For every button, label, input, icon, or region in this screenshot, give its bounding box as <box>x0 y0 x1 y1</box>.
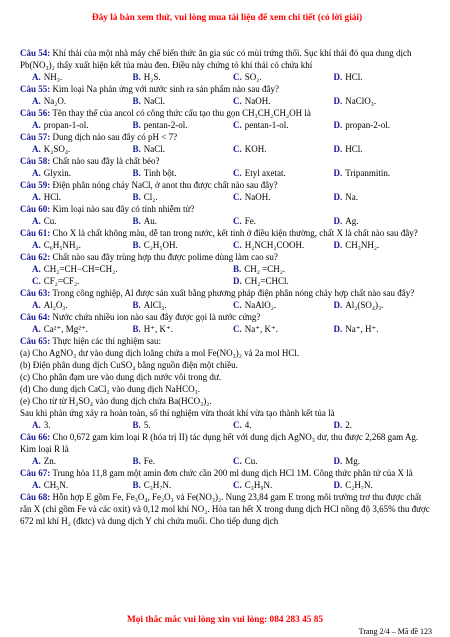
answer-option <box>32 119 133 131</box>
options-row <box>20 239 434 251</box>
option-text: Glyxin. <box>43 168 72 178</box>
answer-option <box>133 419 234 431</box>
option-label: A. <box>32 324 41 334</box>
option-label: B. <box>132 480 141 490</box>
question-55 <box>20 83 434 95</box>
answer-option <box>334 119 435 131</box>
question-number: Câu 67: <box>20 468 51 478</box>
answer-option <box>133 299 234 311</box>
answer-option <box>233 299 334 311</box>
options-row <box>20 167 434 179</box>
option-text: 5. <box>143 420 151 430</box>
answer-option <box>32 95 133 107</box>
experiment-line: (b) Điện phân dung dịch CuSO₄ bằng nguồn điện một chiều. <box>20 360 238 370</box>
experiment-line: (e) Cho từ từ H₂SO₄ vào dung dịch chứa Ba(HCO₃)₂. <box>20 396 212 406</box>
option-text: Fe. <box>143 456 156 466</box>
answer-option <box>233 167 334 179</box>
option-text: C₆H₅NH₂. <box>43 240 81 250</box>
question-67 <box>20 467 434 479</box>
question-59 <box>20 179 434 191</box>
option-text: Cu. <box>43 216 57 226</box>
option-text: pentan-2-ol. <box>143 120 188 130</box>
option-text: Na⁺, K⁺. <box>244 324 278 334</box>
answer-option <box>32 71 133 83</box>
answer-option <box>233 455 334 467</box>
answer-option <box>133 215 234 227</box>
options-row <box>20 323 434 335</box>
answer-option <box>133 239 234 251</box>
option-label: A. <box>32 72 41 82</box>
option-label: C. <box>233 72 242 82</box>
question-number: Câu 62: <box>20 252 51 262</box>
question-65 <box>20 335 434 347</box>
question-text: Thực hiện các thí nghiệm sau: <box>52 336 161 346</box>
option-label: D. <box>333 120 343 130</box>
question-66 <box>20 431 434 455</box>
question-number: Câu 55: <box>20 84 51 94</box>
question-number: Câu 58: <box>20 156 51 166</box>
options-row <box>20 263 434 275</box>
option-text: C₂H₅OH. <box>143 240 178 250</box>
option-text: NaCl. <box>143 96 166 106</box>
question-text: Khí thải của một nhà máy chế biến thức ăn gia súc có mùi trứng thối. Sục khí thải đó qua dung dịch Pb(NO₃)₂ thấy xuất hiện kết tủa màu đen. Điều này chứng tỏ khí thải có chứa khí <box>20 48 412 70</box>
page-number: Trang 2/4 – Mã đề 123 <box>358 627 432 636</box>
option-text: SO₂. <box>244 72 262 82</box>
option-text: Na. <box>345 192 358 202</box>
option-label: B. <box>132 324 141 334</box>
option-text: Mg. <box>345 456 361 466</box>
option-text: Na₂O. <box>43 96 67 106</box>
answer-option <box>32 299 133 311</box>
option-label: A. <box>32 456 41 466</box>
answer-option <box>233 191 334 203</box>
answer-option <box>334 323 435 335</box>
option-text: Ag. <box>345 216 359 226</box>
answer-option <box>334 71 435 83</box>
option-label: A. <box>32 420 41 430</box>
answer-option <box>233 215 334 227</box>
option-text: Zn. <box>43 456 56 466</box>
option-text: C₂H₇N. <box>345 480 373 490</box>
option-text: CH₂=CHCl. <box>244 276 289 286</box>
question-text: Chất nào sau đây là chất béo? <box>52 156 160 166</box>
answer-option <box>133 71 234 83</box>
option-text: C₃H₉N. <box>244 480 273 490</box>
option-label: C. <box>233 168 242 178</box>
question-68 <box>20 491 434 527</box>
option-text: AlCl₃. <box>143 300 167 310</box>
answer-option <box>133 167 234 179</box>
answer-option <box>233 263 434 275</box>
answer-option <box>233 479 334 491</box>
option-label: D. <box>333 216 343 226</box>
question-number: Câu 64: <box>20 312 51 322</box>
question-text: Kim loại Na phản ứng với nước sinh ra sản phẩm nào sau đây? <box>52 84 279 94</box>
option-label: B. <box>132 192 141 202</box>
question-number: Câu 61: <box>20 228 51 238</box>
option-text: Cl₂. <box>143 192 158 202</box>
answer-option <box>32 167 133 179</box>
option-text: HCl. <box>345 72 363 82</box>
options-row <box>20 299 434 311</box>
answer-option <box>133 479 234 491</box>
question-64 <box>20 311 434 323</box>
option-text: Al₂(SO₄)₃. <box>345 300 384 310</box>
option-label: B. <box>132 96 141 106</box>
answer-option <box>133 455 234 467</box>
answer-option <box>32 455 133 467</box>
option-text: NaOH. <box>244 96 271 106</box>
option-label: A. <box>32 480 41 490</box>
question-62 <box>20 251 434 263</box>
answer-option <box>32 323 133 335</box>
option-label: C. <box>233 456 242 466</box>
answer-option <box>334 479 435 491</box>
option-text: Au. <box>143 216 158 226</box>
option-text: propan-1-ol. <box>43 120 89 130</box>
option-text: Fe. <box>244 216 256 226</box>
question-number: Câu 57: <box>20 132 51 142</box>
answer-option <box>32 215 133 227</box>
option-text: H₂S. <box>143 72 161 82</box>
question-text: Cho 0,672 gam kim loại R (hóa trị II) tác dụng hết với dung dịch AgNO₃ dư, thu được 2,268 gam Ag. Kim loại R là <box>20 432 419 454</box>
option-text: HCl. <box>345 144 363 154</box>
question-number: Câu 63: <box>20 288 51 298</box>
question-text: Tên thay thế của ancol có công thức cấu tạo thu gọn CH₃CH₂CH₂OH là <box>52 108 311 118</box>
option-text: pentan-1-ol. <box>244 120 289 130</box>
option-text: Ca²⁺, Mg²⁺. <box>43 324 88 334</box>
option-text: Cu. <box>244 456 258 466</box>
options-row <box>20 275 434 287</box>
option-text: NaAlO₂. <box>244 300 277 310</box>
option-label: D. <box>333 300 343 310</box>
option-text: Al₂O₃. <box>43 300 68 310</box>
option-label: C. <box>233 300 242 310</box>
question-63 <box>20 287 434 299</box>
option-label: C. <box>233 192 242 202</box>
question-number: Câu 68: <box>20 492 51 502</box>
preview-banner: Đây là bản xem thử, vui lòng mua tài liệu để xem chi tiết (có lời giải) <box>91 13 363 23</box>
answer-option <box>233 239 334 251</box>
option-text: NaCl. <box>143 144 166 154</box>
question-text: Trung hòa 11,8 gam một amin đơn chức cần 200 ml dung dịch HCl 1M. Công thức phân tử của X là <box>52 468 413 478</box>
question-58 <box>20 155 434 167</box>
answer-option <box>233 119 334 131</box>
option-text: Etyl axetat. <box>244 168 286 178</box>
option-label: D. <box>333 324 343 334</box>
option-label: D. <box>333 192 343 202</box>
answer-option <box>32 275 233 287</box>
options-row <box>20 479 434 491</box>
option-label: A. <box>32 144 41 154</box>
answer-option <box>32 419 133 431</box>
answer-option <box>133 323 234 335</box>
option-label: A. <box>32 96 41 106</box>
option-label: D. <box>333 144 343 154</box>
question-text: Nước chứa nhiều ion nào sau đây được gọi là nước cứng? <box>52 312 261 322</box>
answer-option <box>233 71 334 83</box>
option-label: C. <box>233 480 242 490</box>
answer-option <box>32 143 133 155</box>
option-label: B. <box>132 168 141 178</box>
question-text: Hỗn hợp E gồm Fe, Fe₃O₄, Fe₂O₃ và Fe(NO₃)₂. Nung 23,84 gam E trong môi trường trơ thu được chất rắn X (chỉ gồm Fe và các oxit) và 0,12 mol khí NO₂. Hòa tan hết X trong dung dịch HCl nồng độ 3,65% thu được 672 ml khí H₂ (đktc) và dung dịch Y chỉ chứa muối. Cho tiếp dung dịch <box>20 492 430 526</box>
question-text: Cho X là chất không màu, dễ tan trong nước, kết tinh ở điều kiện thường, chất X là chất nào sau đây? <box>52 228 418 238</box>
option-label: C. <box>32 276 41 286</box>
option-label: B. <box>132 456 141 466</box>
options-row <box>20 215 434 227</box>
question-number: Câu 59: <box>20 180 51 190</box>
option-text: propan-2-ol. <box>345 120 390 130</box>
experiment-line: (a) Cho AgNO₃ dư vào dung dịch loãng chứa a mol Fe(NO₃)₂ và 2a mol HCl. <box>20 348 300 358</box>
experiment-line: (d) Cho dung dịch CaCl₂ vào dung dịch NaHCO₃. <box>20 384 201 394</box>
option-label: B. <box>132 420 141 430</box>
option-label: D. <box>333 96 343 106</box>
option-text: NaOH. <box>244 192 271 202</box>
option-label: B. <box>132 216 141 226</box>
option-label: B. <box>132 144 141 154</box>
answer-option <box>334 167 435 179</box>
question-number: Câu 60: <box>20 204 51 214</box>
options-row <box>20 419 434 431</box>
option-label: B. <box>132 72 141 82</box>
option-text: Tinh bột. <box>143 168 177 178</box>
question-text: Điện phân nóng chảy NaCl, ở anot thu được chất nào sau đây? <box>52 180 278 190</box>
question-list <box>20 47 434 527</box>
options-row <box>20 191 434 203</box>
question-number: Câu 66: <box>20 432 51 442</box>
answer-option <box>334 419 435 431</box>
experiment-line: (c) Cho phân đạm ure vào dung dịch nước vôi trong dư. <box>20 372 221 382</box>
option-label: A. <box>32 120 41 130</box>
option-label: D. <box>333 72 343 82</box>
question-54 <box>20 47 434 71</box>
option-label: A. <box>32 300 41 310</box>
answer-option <box>233 143 334 155</box>
option-label: C. <box>233 96 242 106</box>
option-label: D. <box>333 420 343 430</box>
option-label: D. <box>333 480 343 490</box>
answer-option <box>334 299 435 311</box>
answer-option <box>334 191 435 203</box>
option-text: 4. <box>244 420 252 430</box>
document-page <box>20 12 434 527</box>
answer-option <box>32 239 133 251</box>
option-text: C₃H₇N. <box>143 480 172 490</box>
option-text: CH₃NH₂. <box>345 240 380 250</box>
contact-footer: Mọi thắc mắc vui lòng xin vui lòng: 084 283 45 85 <box>126 615 324 625</box>
option-label: A. <box>32 264 41 274</box>
option-text: K₂SO₄. <box>43 144 71 154</box>
option-text: Na⁺, H⁺. <box>345 324 379 334</box>
answer-option <box>233 95 334 107</box>
option-text: 2. <box>345 420 352 430</box>
answer-option <box>334 455 435 467</box>
answer-option <box>32 479 133 491</box>
option-label: C. <box>233 420 242 430</box>
answer-option <box>233 419 334 431</box>
option-label: B. <box>132 120 141 130</box>
option-text: KOH. <box>244 144 267 154</box>
option-label: A. <box>32 192 41 202</box>
options-row <box>20 71 434 83</box>
option-label: C. <box>233 120 242 130</box>
option-label: C. <box>233 324 242 334</box>
option-label: B. <box>132 240 141 250</box>
option-text: CH₅N. <box>43 480 69 490</box>
option-label: C. <box>233 144 242 154</box>
answer-option <box>133 119 234 131</box>
option-label: C. <box>233 216 242 226</box>
option-text: H₂NCH₂COOH. <box>244 240 305 250</box>
answer-option <box>32 191 133 203</box>
answer-option <box>133 95 234 107</box>
option-text: CH₂=CH−CH=CH₂. <box>43 264 118 274</box>
answer-option <box>334 215 435 227</box>
option-text: HCl. <box>43 192 62 202</box>
answer-option <box>133 191 234 203</box>
option-text: H⁺, K⁺. <box>143 324 174 334</box>
question-text: Chất nào sau đây trùng hợp thu được polime dùng làm cao su? <box>52 252 278 262</box>
answer-option <box>133 143 234 155</box>
option-label: A. <box>32 240 41 250</box>
option-label: B. <box>132 300 141 310</box>
option-text: CF₂=CF₂. <box>43 276 80 286</box>
question-text: Dung dịch nào sau đây có pH < 7? <box>52 132 178 142</box>
option-text: Tripanmitin. <box>345 168 391 178</box>
experiment-line: Sau khi phản ứng xảy ra hoàn toàn, số thí nghiệm vừa thoát khí vừa tạo thành kết tủa là <box>20 408 335 418</box>
answer-option <box>233 323 334 335</box>
answer-option <box>32 263 233 275</box>
option-label: D. <box>333 168 343 178</box>
option-label: A. <box>32 216 41 226</box>
option-label: D. <box>333 456 343 466</box>
question-61 <box>20 227 434 239</box>
question-number: Câu 56: <box>20 108 51 118</box>
answer-option <box>334 95 435 107</box>
question-text: Kim loại nào sau đây có tính nhiễm từ? <box>52 204 195 214</box>
question-number: Câu 65: <box>20 336 51 346</box>
answer-option <box>233 275 434 287</box>
option-text: NH₃. <box>43 72 63 82</box>
option-label: D. <box>333 240 343 250</box>
option-label: B. <box>233 264 242 274</box>
option-text: CH₂ =CH₂. <box>244 264 286 274</box>
option-text: NaClO₃. <box>345 96 377 106</box>
options-row <box>20 455 434 467</box>
options-row <box>20 95 434 107</box>
question-60 <box>20 203 434 215</box>
option-label: C. <box>233 240 242 250</box>
option-label: A. <box>32 168 41 178</box>
answer-option <box>334 239 435 251</box>
question-text: Trong công nghiệp, Al được sản xuất bằng phương pháp điện phân nóng chảy hợp chất nào sau đây? <box>52 288 415 298</box>
question-57 <box>20 131 434 143</box>
option-label: D. <box>233 276 242 286</box>
question-number: Câu 54: <box>20 48 51 58</box>
answer-option <box>334 143 435 155</box>
question-56 <box>20 107 434 119</box>
options-row <box>20 143 434 155</box>
option-text: 3. <box>43 420 51 430</box>
options-row <box>20 119 434 131</box>
